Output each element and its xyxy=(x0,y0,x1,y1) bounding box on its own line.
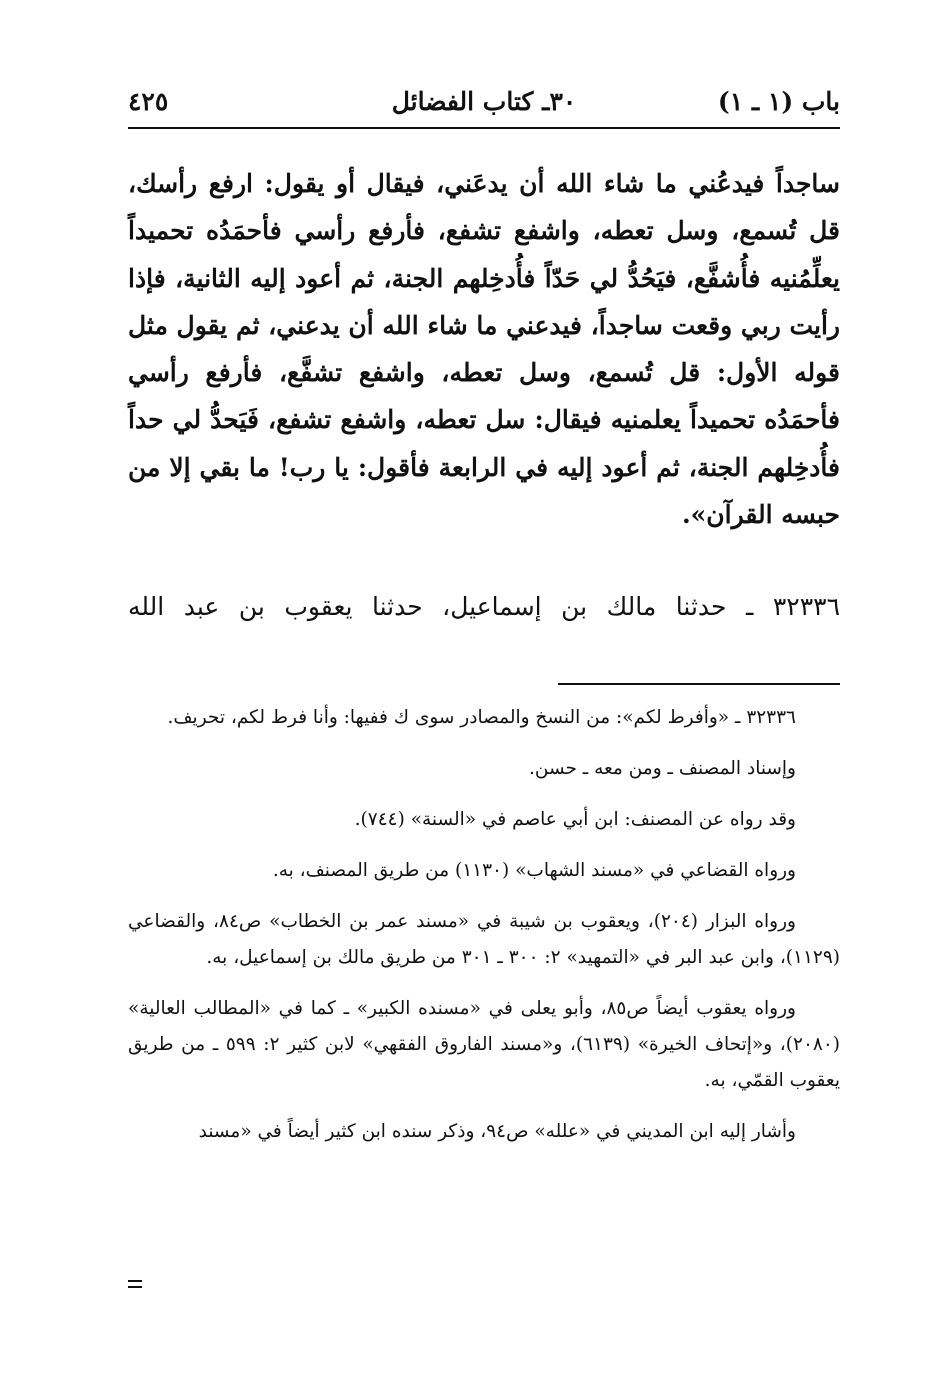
main-text xyxy=(128,160,840,538)
running-header xyxy=(128,84,840,124)
header-divider xyxy=(128,127,840,129)
continuation-mark xyxy=(128,1280,142,1290)
footnote-paragraph: ورواه يعقوب أيضاً ص٨٥، وأبو يعلى في «مسنده الكبير» ـ كما في «المطالب العالية» (٢٠٨٠)، و«إتحاف الخيرة» (٦١٣٩)، و«مسند الفاروق الفقهي» لابن كثير ٢: ٥٩٩ ـ من طريق يعقوب القمّي، به. xyxy=(128,998,840,1091)
footnote-paragraph: وقد رواه عن المصنف: ابن أبي عاصم في «السنة» (٧٤٤). xyxy=(354,809,796,830)
chapter-reference: باب (١ ـ ١) xyxy=(717,87,840,116)
footnote-divider xyxy=(558,683,840,685)
footnotes xyxy=(128,700,840,1165)
hadith-32336-opening: ٣٢٣٣٦ ـ حدثنا مالك بن إسماعيل، حدثنا يعقوب بن عبد الله xyxy=(128,592,840,621)
footnote-paragraph: ورواه القضاعي في «مسند الشهاب» (١١٣٠) من طريق المصنف، به. xyxy=(272,860,796,881)
page-number: ٤٢٥ xyxy=(128,87,169,116)
footnote-paragraph: ورواه البزار (٢٠٤)، ويعقوب بن شيبة في «مسند عمر بن الخطاب» ص٨٤، والقضاعي (١١٢٩)، وابن عبد البر في «التمهيد» ٢: ٣٠٠ ـ ٣٠١ من طريق مالك بن إسماعيل، به. xyxy=(128,911,840,968)
footnote-paragraph: وإسناد المصنف ـ ومن معه ـ حسن. xyxy=(529,758,796,779)
hadith-text-paragraph: ساجداً فيدعُني ما شاء الله أن يدعَني، فيقال أو يقول: ارفع رأسك، قل تُسمع، وسل تعطه، واشفع تشفع، فأرفع رأسي فأحمَدُه تحميداً يعلِّمُنيه فأُشفَّع، فيَحُدُّ لي حَدّاً فأُدخِلهم الجنة، ثم أعود إليه الثانية، فإذا رأيت ربي وقعت ساجداً، فيدعني ما شاء الله أن يدعني، ثم يقول مثل قوله الأول: قل تُسمع، وسل تعطه، واشفع تشفَّع، فأرفع رأسي فأحمَدُه تحميداً يعلمنيه فيقال: سل تعطه، واشفع تشفع، فَيَحدُّ لي حداً فأُدخِلهم الجنة، ثم أعود إليه في الرابعة فأقول: يا رب! ما بقي إلا من حبسه القرآن». xyxy=(127,169,840,530)
footnote-paragraph: ٣٢٣٣٦ ـ «وأفرط لكم»: من النسخ والمصادر سوى ك ففيها: وأنا فرط لكم، تحريف. xyxy=(167,707,796,728)
footnote-paragraph: وأشار إليه ابن المديني في «علله» ص٩٤، وذكر سنده ابن كثير أيضاً في «مسند xyxy=(198,1121,796,1142)
book-title: ٣٠ـ كتاب الفضائل xyxy=(391,87,577,116)
